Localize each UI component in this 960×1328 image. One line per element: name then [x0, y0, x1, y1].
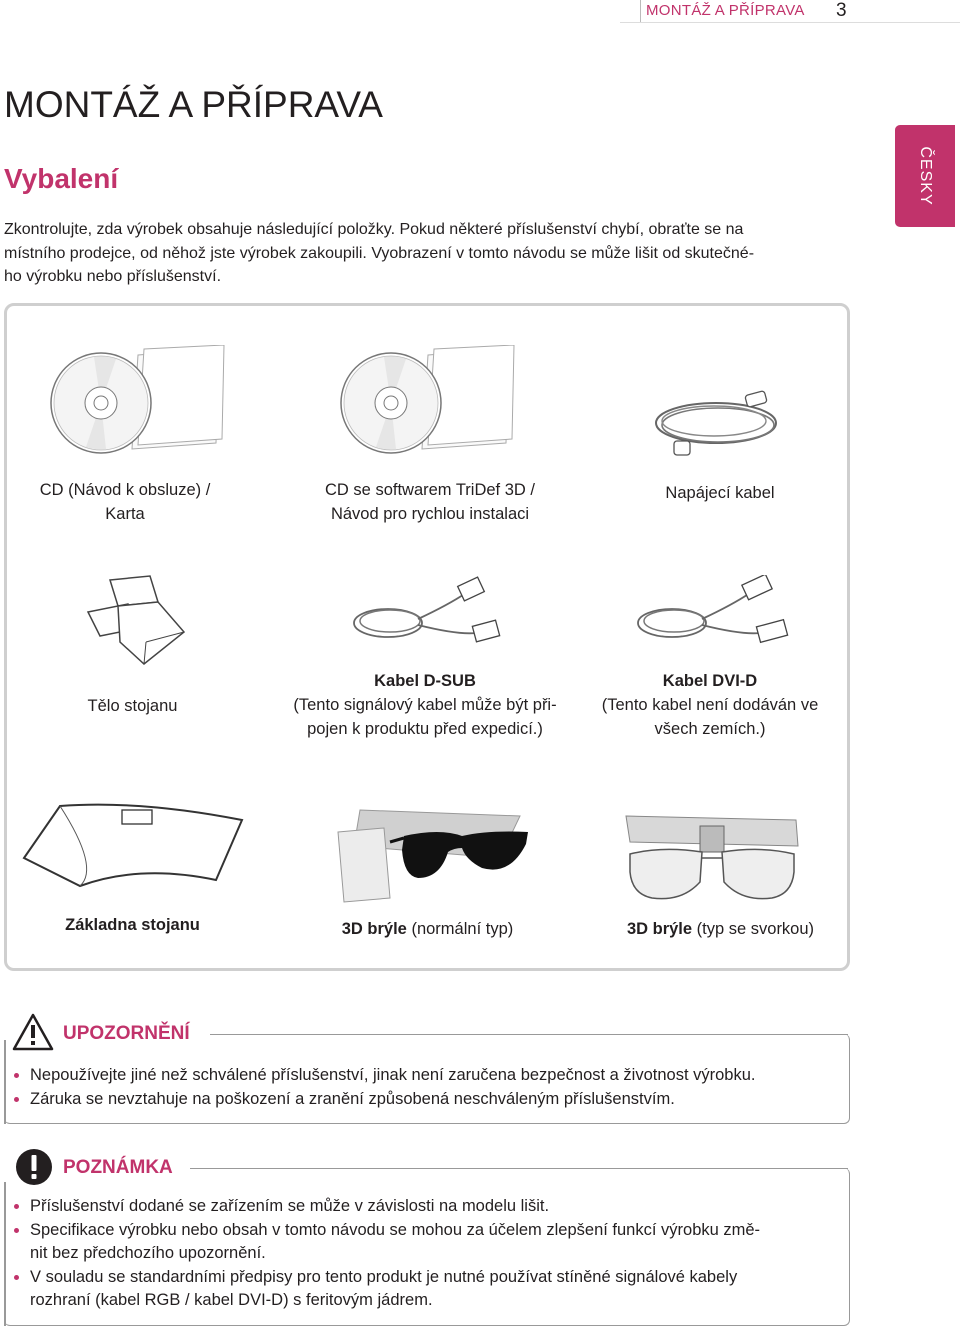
- label-line: Kabel DVI-D: [662, 672, 758, 690]
- intro-line: ho výrobku nebo příslušenství.: [4, 268, 222, 285]
- intro-paragraph: [4, 218, 844, 289]
- label-line: (Tento kabel není dodáván ve: [601, 696, 819, 714]
- label-line: Karta: [105, 505, 145, 523]
- label-line: CD se softwarem TriDef 3D /: [325, 481, 535, 499]
- label-bold: 3D brýle: [626, 920, 693, 938]
- page-title: MONTÁŽ A PŘÍPRAVA: [4, 84, 383, 125]
- stand-body-illustration: [80, 572, 190, 672]
- note-title: POZNÁMKA: [63, 1157, 173, 1178]
- list-item: Záruka se nevztahuje na poškození a zranění způsobená neschváleným příslušenstvím.: [14, 1088, 756, 1112]
- cd-tridef-label: [290, 478, 570, 526]
- header-divider: [640, 0, 641, 22]
- cd-tridef-illustration: [336, 345, 526, 465]
- glasses-clip-illustration: [622, 812, 802, 907]
- dvid-cable-label: [580, 669, 840, 741]
- note-list: [14, 1195, 834, 1313]
- label-line: Základna stojanu: [65, 916, 200, 934]
- dvid-cable-illustration: [632, 575, 802, 655]
- intro-line: místního prodejce, od něhož jste výrobek zakoupili. Vyobrazení v tomto návodu se může lišit od skutečné-: [4, 244, 755, 262]
- list-item: Specifikace výrobku nebo obsah v tomto návodu se mohou za účelem zlepšení funkcí výrobku změ- nit bez předchozího upozornění.: [14, 1219, 834, 1266]
- power-cable-label: [610, 481, 830, 505]
- list-item: Nepoužívejte jiné než schválené příslušenství, jinak není zaručena bezpečnost a životnost výrobku.: [14, 1064, 756, 1088]
- glasses-normal-label: [300, 917, 555, 941]
- cd-manual-illustration: [46, 345, 236, 465]
- label-line: Návod pro rychlou instalaci: [330, 505, 530, 523]
- note-left-rule: [4, 1182, 6, 1326]
- page-number: 3: [836, 0, 847, 21]
- list-item: V souladu se standardními předpisy pro tento produkt je nutné používat stíněné signálové kabely rozhraní (kabel RGB / kabel DVI-D) s feritovým jádrem.: [14, 1266, 834, 1313]
- intro-line: Zkontrolujte, zda výrobek obsahuje následující položky. Pokud některé příslušenství chybí, obraťte se na: [4, 221, 744, 238]
- label-line: (Tento signálový kabel může být při-: [293, 696, 557, 714]
- caution-title: UPOZORNĚNÍ: [63, 1023, 190, 1044]
- caution-list: [14, 1064, 756, 1111]
- label-line: pojen k produktu před expedicí.): [307, 720, 543, 738]
- stand-body-label: [40, 694, 225, 718]
- language-tab-label: ČESKY: [917, 146, 934, 206]
- dsub-cable-label: [270, 669, 580, 741]
- glasses-normal-illustration: [330, 806, 535, 906]
- glasses-clip-label: [598, 917, 843, 941]
- dsub-cable-illustration: [348, 575, 518, 655]
- label-rest: (normální typ): [406, 920, 514, 938]
- running-header: MONTÁŽ A PŘÍPRAVA: [646, 2, 805, 19]
- language-tab: [895, 125, 955, 227]
- caution-left-rule: [4, 1040, 6, 1124]
- cd-manual-label: [10, 478, 240, 526]
- label-rest: (typ se svorkou): [692, 920, 815, 938]
- label-line: Kabel D-SUB: [374, 672, 476, 690]
- label-line: všech zemích.): [654, 720, 766, 738]
- stand-base-label: [30, 913, 235, 937]
- section-title: Vybalení: [4, 163, 119, 194]
- header-rule: [620, 22, 960, 23]
- stand-base-illustration: [20, 798, 250, 893]
- label-line: Napájecí kabel: [665, 484, 775, 502]
- power-cable-illustration: [648, 385, 788, 465]
- label-line: CD (Návod k obsluze) /: [39, 481, 211, 499]
- label-bold: 3D brýle: [341, 920, 407, 938]
- list-item: Příslušenství dodané se zařízením se může v závislosti na modelu lišit.: [14, 1195, 834, 1219]
- label-line: Tělo stojanu: [87, 697, 178, 715]
